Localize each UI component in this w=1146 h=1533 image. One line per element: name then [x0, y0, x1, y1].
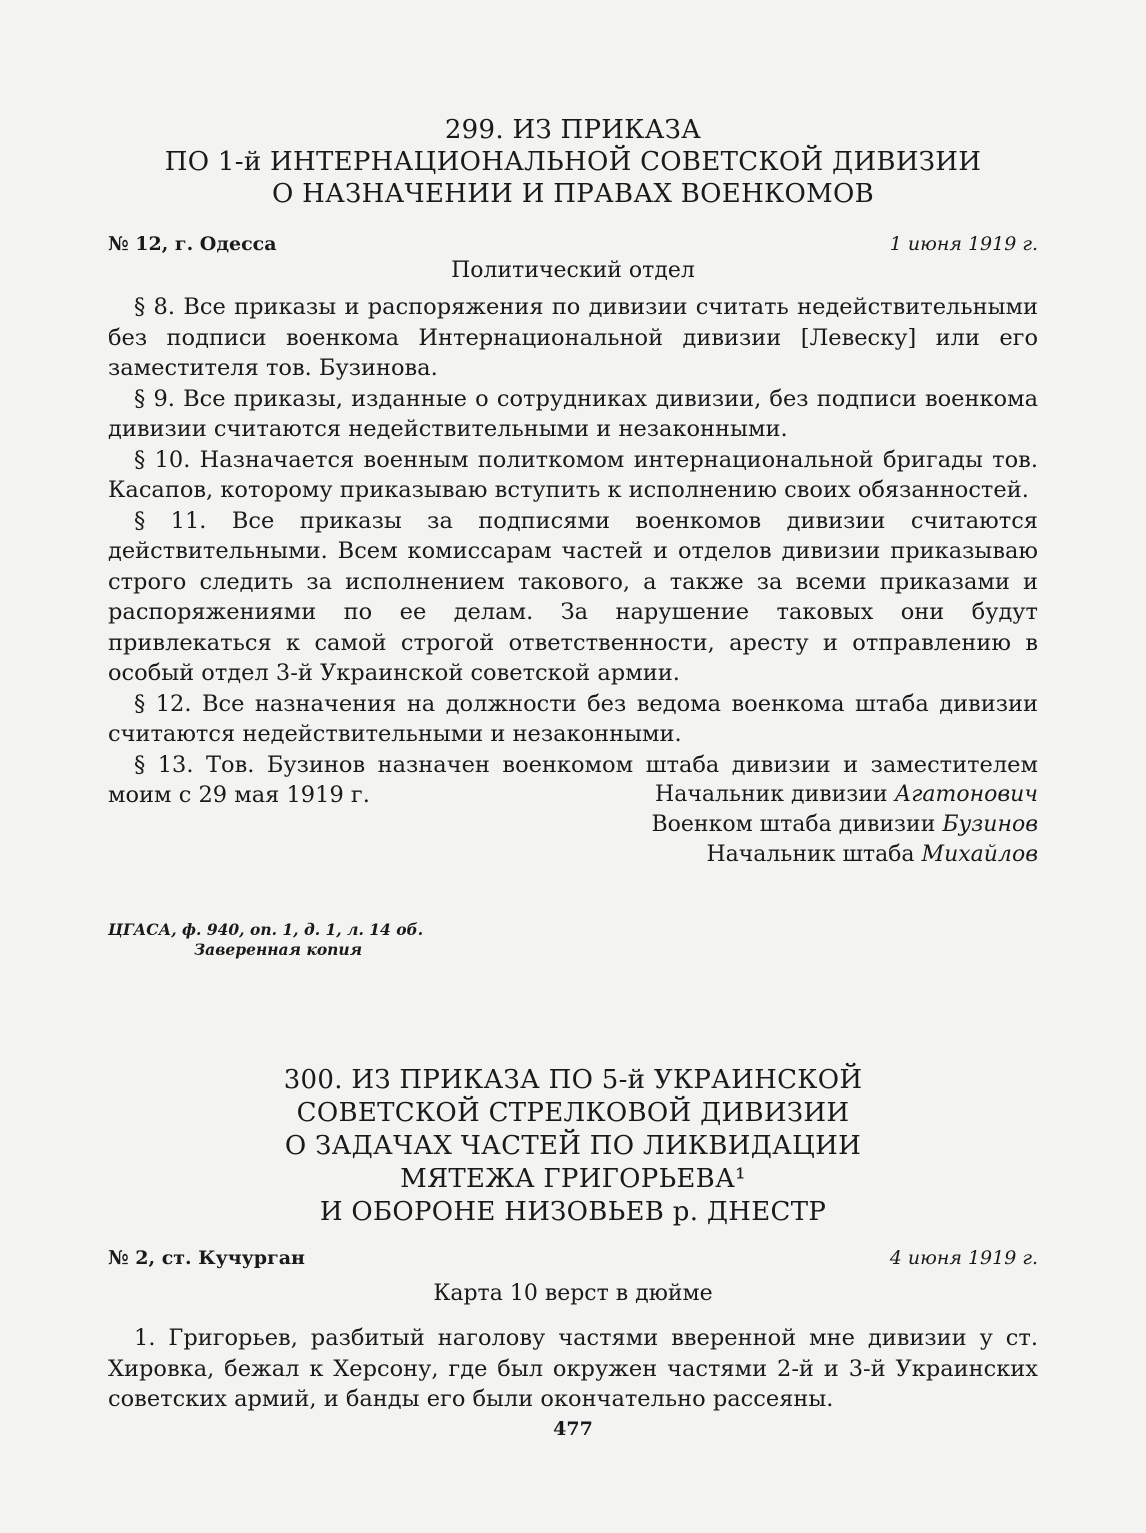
doc299-paragraph: § 13. Тов. Бузинов назначен военкомом штаба дивизии и заместителем моим с 29 мая 1919 г. [108, 751, 1038, 808]
doc300-title-line: О ЗАДАЧАХ ЧАСТЕЙ ПО ЛИКВИДАЦИИ [284, 1131, 862, 1161]
archive-note: Заверенная копия [194, 940, 363, 959]
signature-role: Начальник дивизии [655, 782, 895, 807]
doc299-signatures [108, 780, 1038, 870]
signature-line [108, 840, 1038, 870]
signature-role: Начальник штаба [706, 842, 922, 867]
doc299-title-line: О НАЗНАЧЕНИИ И ПРАВАХ ВОЕНКОМОВ [271, 179, 875, 209]
doc300-title-line: МЯТЕЖА ГРИГОРЬЕВА¹ [400, 1164, 746, 1194]
doc300-meta [108, 1246, 1038, 1270]
doc299-number-place: № 12, г. Одесса [108, 233, 277, 255]
doc299-paragraph: § 11. Все приказы за подписями военкомов дивизии считаются действительными. Всем комиссарам частей и отделов дивизии приказываю строго следить за исполнением такового, а также за всеми приказами и распоряжениями по ее делам. За нарушение таковых они будут привлекаться к самой строгой ответственности, аресту и отправлению в особый отдел 3-й Украинской советской армии. [108, 507, 1038, 686]
doc299-title-line: 299. ИЗ ПРИКАЗА [444, 115, 702, 145]
doc299-archive [108, 920, 1038, 960]
doc300-title-line: 300. ИЗ ПРИКАЗА ПО 5-й УКРАИНСКОЙ [283, 1065, 863, 1095]
doc299-date: 1 июня 1919 г. [889, 233, 1038, 255]
doc299-paragraph: § 12. Все назначения на должности без ведома военкома штаба дивизии считаются недействительными и незаконными. [108, 690, 1038, 747]
doc299-paragraph: § 9. Все приказы, изданные о сотрудниках дивизии, без подписи военкома дивизии считаются недействительными и незаконными. [108, 385, 1038, 442]
doc300-body [108, 1323, 1038, 1415]
page-number: 477 [553, 1418, 593, 1440]
archive-reference: ЦГАСА, ф. 940, оп. 1, д. 1, л. 14 об. [108, 920, 424, 939]
doc299-paragraph: § 8. Все приказы и распоряжения по дивизии считать недействительными без подписи военкома Интернациональной дивизии [Левеску] или его заместителя тов. Бузинова. [108, 294, 1038, 381]
doc299-title [108, 114, 1038, 210]
doc300-map-note: Карта 10 верст в дюйме [433, 1281, 713, 1306]
signature-line [108, 780, 1038, 810]
doc299-meta [108, 232, 1038, 256]
doc300-title [108, 1064, 1038, 1229]
doc300-number-place: № 2, ст. Кучурган [108, 1247, 305, 1269]
signature-name: Михайлов [921, 842, 1038, 867]
doc299-title-line: ПО 1-й ИНТЕРНАЦИОНАЛЬНОЙ СОВЕТСКОЙ ДИВИЗИИ [164, 147, 982, 177]
signature-name: Бузинов [942, 812, 1038, 837]
doc300-paragraph: 1. Григорьев, разбитый наголову частями вверенной мне дивизии у ст. Хировка, бежал к Херсону, где был окружен частями 2-й и 3-й Украинских советских армий, и банды его были окончательно рассеяны. [108, 1325, 1038, 1412]
doc299-department: Политический отдел [451, 258, 695, 283]
signature-role: Военком штаба дивизии [651, 812, 943, 837]
doc300-title-line: СОВЕТСКОЙ СТРЕЛКОВОЙ ДИВИЗИИ [296, 1098, 850, 1128]
doc299-paragraph: § 10. Назначается военным политкомом интернациональной бригады тов. Касапов, которому приказываю вступить к исполнению своих обязанностей. [108, 446, 1038, 503]
doc300-date: 4 июня 1919 г. [889, 1247, 1038, 1269]
doc299-body [108, 292, 1038, 811]
signature-line [108, 810, 1038, 840]
signature-name: Агатонович [894, 782, 1038, 807]
doc300-title-line: И ОБОРОНЕ НИЗОВЬЕВ р. ДНЕСТР [319, 1197, 827, 1227]
